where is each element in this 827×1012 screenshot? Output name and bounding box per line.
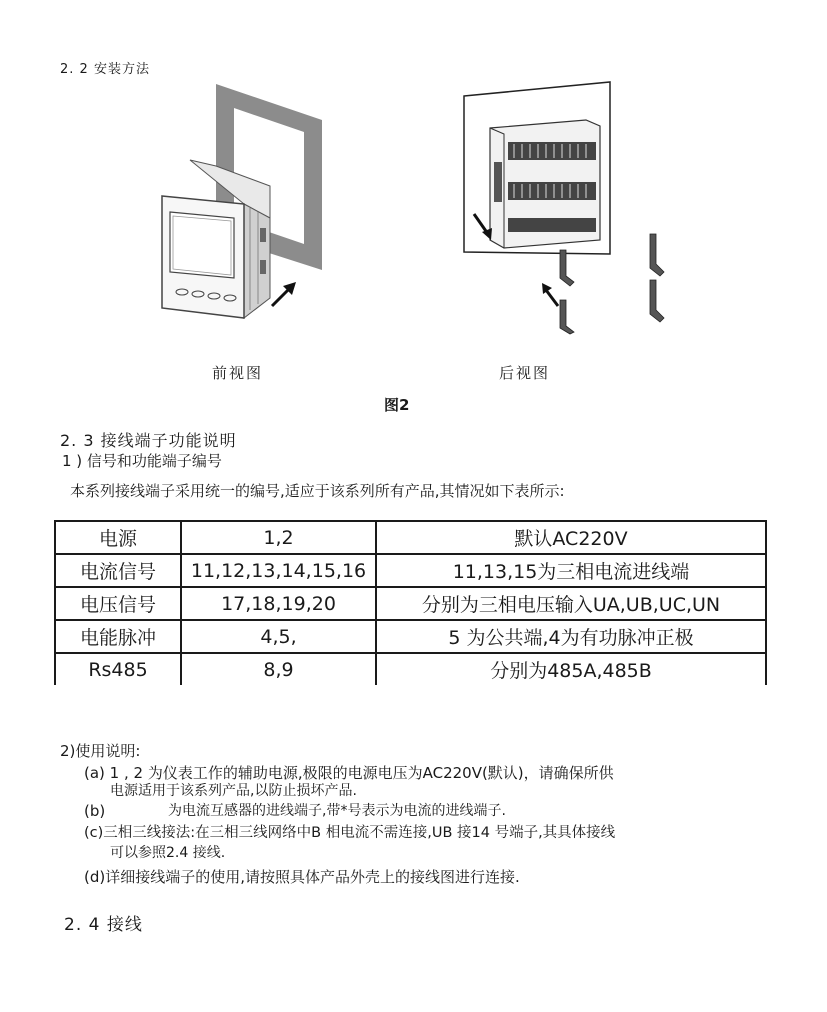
- terminal-numbers: 4,5,: [181, 620, 376, 653]
- usage-note-b-label: (b): [84, 802, 106, 820]
- usage-heading: 2)使用说明:: [60, 742, 141, 760]
- terminal-description: 分别为三相电压输入UA,UB,UC,UN: [376, 587, 766, 620]
- section-2-2-heading: 2. 2 安装方法: [60, 62, 150, 77]
- table-row: [55, 554, 766, 587]
- terminal-numbers: 1,2: [181, 521, 376, 554]
- terminal-numbers: 11,12,13,14,15,16: [181, 554, 376, 587]
- usage-note-a-line2: 电源适用于该系列产品,以防止损坏产品.: [110, 783, 357, 799]
- front-view-label: 前视图: [212, 364, 264, 382]
- figure-caption: 图2: [384, 396, 410, 414]
- terminal-name: 电流信号: [55, 554, 181, 587]
- terminal-numbers: 17,18,19,20: [181, 587, 376, 620]
- terminal-name: 电压信号: [55, 587, 181, 620]
- terminal-description: 11,13,15为三相电流进线端: [376, 554, 766, 587]
- terminal-description: 默认AC220V: [376, 521, 766, 554]
- terminal-name: Rs485: [55, 653, 181, 685]
- table-row: [55, 587, 766, 620]
- terminal-description: 分别为485A,485B: [376, 653, 766, 685]
- front-view-illustration: [150, 78, 330, 328]
- section-2-4-heading: 2. 4 接线: [64, 915, 143, 935]
- table-row: [55, 620, 766, 653]
- usage-note-c-line2: 可以参照2.4 接线.: [110, 845, 226, 861]
- back-view-label: 后视图: [499, 364, 551, 382]
- usage-note-c-line1: (c)三相三线接法:在三相三线网络中B 相电流不需连接,UB 接14 号端子,其具体接线: [84, 825, 616, 841]
- table-row: [55, 653, 766, 685]
- section-2-3-subheading: 1 ) 信号和功能端子编号: [62, 452, 222, 470]
- terminal-name: 电能脉冲: [55, 620, 181, 653]
- section-2-3-heading: 2. 3 接线端子功能说明: [60, 431, 237, 450]
- usage-note-b-text: 为电流互感器的进线端子,带*号表示为电流的进线端子.: [168, 803, 506, 819]
- terminal-table: [54, 520, 767, 685]
- back-view-illustration: [460, 78, 680, 336]
- terminal-description: 5 为公共端,4为有功脉冲正极: [376, 620, 766, 653]
- table-row: [55, 521, 766, 554]
- section-2-3-intro: 本系列接线端子采用统一的编号,适应于该系列所有产品,其情况如下表所示:: [70, 482, 565, 500]
- terminal-name: 电源: [55, 521, 181, 554]
- usage-note-d: (d)详细接线端子的使用,请按照具体产品外壳上的接线图进行连接.: [84, 868, 520, 886]
- usage-note-a-line1: (a) 1 , 2 为仪表工作的辅助电源,极限的电源电压为AC220V(默认)，请确保所供: [84, 764, 614, 782]
- terminal-numbers: 8,9: [181, 653, 376, 685]
